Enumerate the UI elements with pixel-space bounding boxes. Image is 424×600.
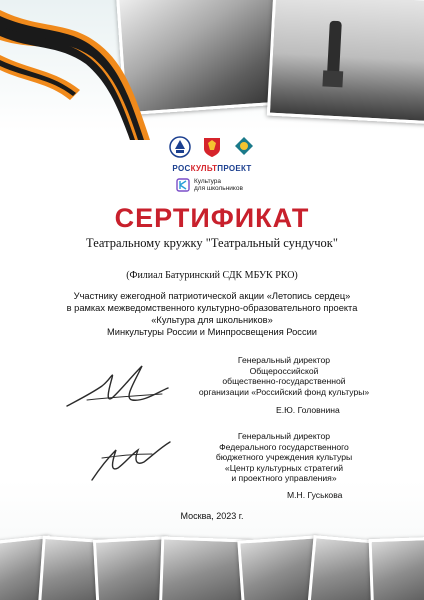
roskultproekt-logo [0,164,424,173]
position-line: бюджетного учреждения культуры [215,452,353,462]
position-line: Генеральный директор [237,431,331,441]
photo-memorial [267,0,424,124]
certificate-title: СЕРТИФИКАТ [114,203,310,233]
place-and-date: Москва, 2023 г. [180,511,244,521]
certificate-body [40,290,384,338]
monument-silhouette [327,21,342,77]
culture-for-students-logo [176,178,243,192]
body-line: в рамках межведомственного культурно-образовательного проекта [66,303,358,313]
body-line: Участнику ежегодной патриотической акции «Летопись сердец» [73,291,351,301]
position-line: и проектного управления» [231,473,337,483]
position-line: общественно-государственной [222,376,346,386]
bottom-photo-collage [0,530,424,600]
photo-crowd [369,537,424,600]
signature-2 [82,428,182,488]
position-line: организации «Российский фонд культуры» [198,386,370,397]
logo-text-line: Культура [194,178,222,185]
logo-part-red: КУЛЬТ [190,164,218,173]
signature-1 [62,358,172,418]
logo-part: РОС [172,164,191,173]
position-line: Генеральный директор [237,355,331,365]
signatory-2-position [184,431,384,484]
logo-part: ПРОЕКТ [217,164,252,173]
emblems-row [0,135,424,159]
culture-for-students-icon [176,178,190,192]
signatory-1-name: Е.Ю. Головнина [276,405,340,415]
body-line: Минкультуры России и Минпросвещения России [107,327,317,337]
ministry-of-culture-emblem-icon [169,135,191,159]
ministry-of-education-emblem-icon [233,135,255,159]
position-line: Федерального государственного [219,441,349,452]
position-line: «Центр культурных стратегий [224,462,344,473]
body-line: «Культура для школьников» [151,315,273,325]
logo-text-line: для школьников [194,185,243,192]
recipient-branch: (Филиал Батуринский СДК МБУК РКО) [126,270,298,281]
russia-coat-of-arms-icon [201,135,223,159]
signatory-1-position [184,355,384,397]
recipient-name: Театральному кружку "Театральный сундучок" [86,236,338,250]
signatory-2-name: М.Н. Гуськова [287,490,343,500]
position-line: Общероссийской [249,365,319,376]
st-george-ribbon [0,0,160,145]
